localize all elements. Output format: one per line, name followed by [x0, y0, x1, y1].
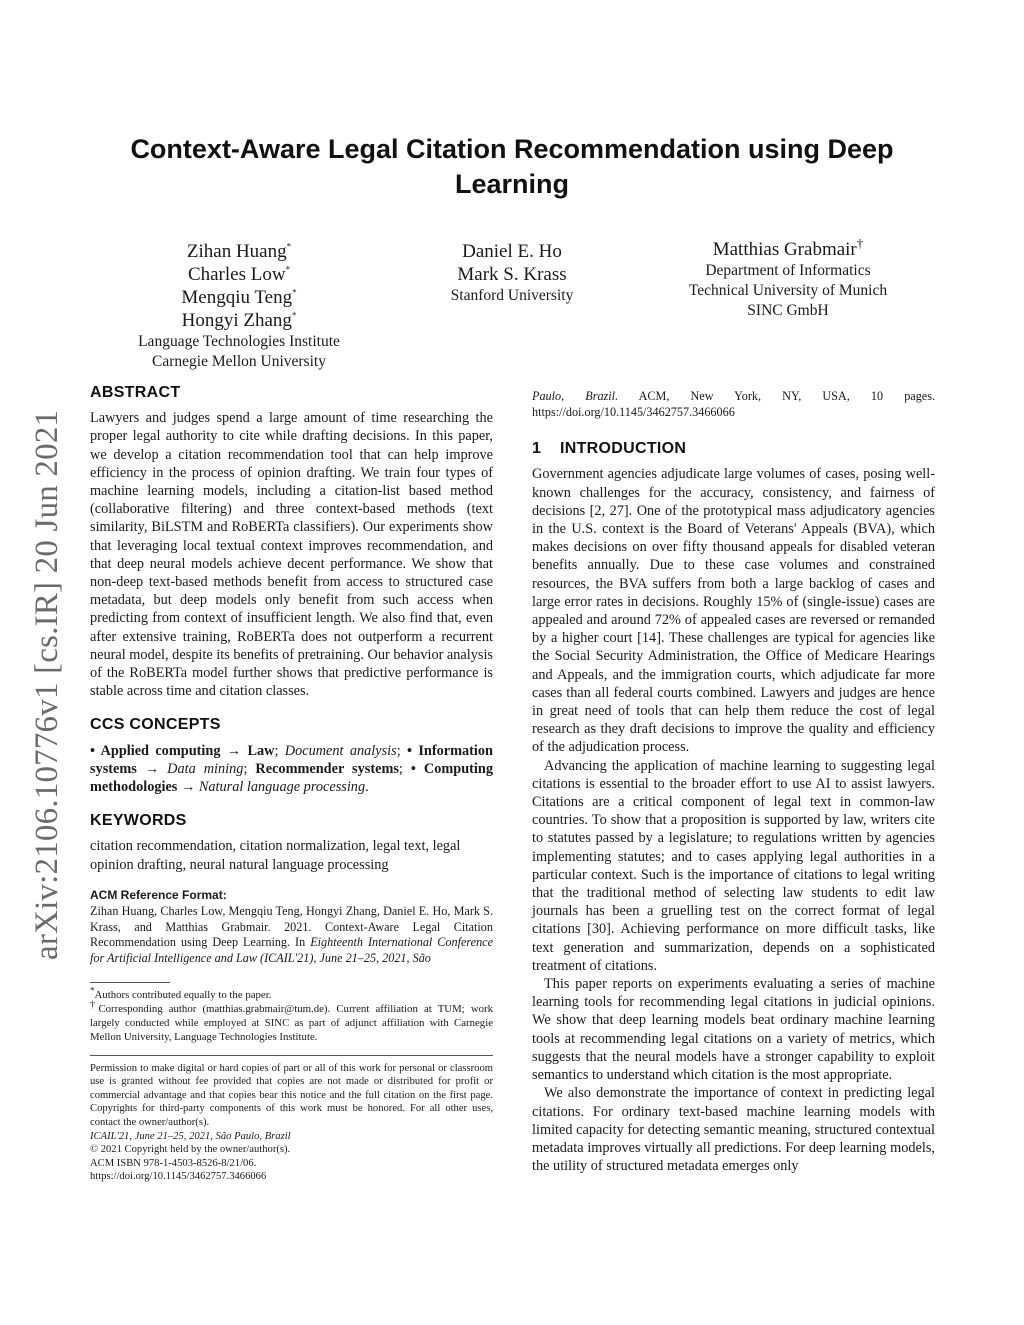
author-name: Matthias Grabmair†	[712, 235, 864, 260]
author-name: Daniel E. Ho	[462, 241, 562, 262]
footnote-1: *Authors contributed equally to the paper.	[90, 985, 272, 1002]
author-name: Hongyi Zhang*	[181, 310, 297, 331]
author-affiliation: Language Technologies Institute	[138, 333, 340, 350]
author-name: Mengqiu Teng*	[181, 287, 297, 308]
right-column	[532, 389, 935, 1175]
isbn-line: ACM ISBN 978-1-4503-8526-8/21/06.	[90, 1157, 257, 1169]
acm-reference-continued: Paulo, Brazil. ACM, New York, NY, USA, 10 pages. https://doi.org/10.1145/3462757.3466066	[532, 389, 935, 419]
author-block-tum	[660, 235, 916, 321]
author-affiliation: Stanford University	[450, 287, 574, 304]
permission-notice: Permission to make digital or hard copies of part or all of this work for personal or classroom use is granted without fee provided that copies are not made or distributed for profit or commercial advantage and that copies bear this notice and the full citation on the first page. Copyrights for third-party components of this work must be honored. For all other uses, contact the owner/author(s).	[90, 1062, 493, 1129]
footnote-rule	[90, 982, 170, 983]
ccs-concepts: • Applied computing → Law; Document analysis; • Information systems → Data mining; Recommender systems; • Computing methodologies → Natural language processing.	[90, 742, 494, 796]
ccs-heading: CCS CONCEPTS	[90, 716, 221, 734]
author-affiliation: Department of Informatics	[705, 262, 871, 279]
paper-title	[90, 132, 934, 202]
acm-reference-text: Zihan Huang, Charles Low, Mengqiu Teng, Hongyi Zhang, Daniel E. Ho, Mark S. Krass, and Matthias Grabmair. 2021. Context-Aware Legal Citation Recommendation using Deep Learning. In Eighteenth International Conference for Artificial Intelligence and Law (ICAIL'21), June 21–25, 2021, São	[90, 904, 494, 965]
abstract-heading: ABSTRACT	[90, 384, 181, 401]
title-line-1: Context-Aware Legal Citation Recommendation using Deep	[130, 134, 894, 164]
intro-paragraph-3: This paper reports on experiments evaluating a series of machine learning tools for recommending legal citations in judicial opinions. We show that deep learning models beat ordinary machine learning tools at recommending legal citations on a variety of metrics, which suggests that the neural models have a stronger capability to exploit semantics to understand which citation is the most appropriate.	[532, 976, 935, 1084]
author-block-stanford	[412, 240, 612, 306]
title-line-2: Learning	[454, 169, 569, 199]
author-block-cmu	[100, 240, 378, 372]
introduction-heading: 1 INTRODUCTION	[532, 440, 687, 458]
permission-rule	[90, 1055, 493, 1056]
intro-paragraph-4: We also demonstrate the importance of context in predicting legal citations. For ordinary text-based machine learning models with limited capacity for detecting semantic meaning, structured contextual metadata improves virtually all predictions. For deep learning models, the utility of structured metadata emerges only	[532, 1085, 935, 1175]
author-name: Mark S. Krass	[457, 264, 567, 285]
intro-paragraph-1: Government agencies adjudicate large volumes of cases, posing well-known challenges for the accuracy, consistency, and fairness of decisions [2, 27]. One of the prototypical mass adjudicatory agencies in the U.S. context is the Board of Veterans' Appeals (BVA), which makes decisions on over fifty thousand appeals for disabled veteran benefits annually. Due to these case volumes and constrained resources, the BVA suffers from both a large backlog of cases and large error rates in decisions. Roughly 15% of (single-issue) cases are appealed and around 72% of appealed cases are reversed or remanded by a higher court [14]. These challenges are typical for agencies like the Social Security Administration, the Office of Medicare Hearings and Appeals, and the immigration courts, which adjudicate far more cases than all federal courts combined. Lawyers and judges are hence in great need of tools that can help them reduce the cost of legal research as they draft decisions to improve the quality and efficiency of the adjudication process.	[532, 466, 935, 756]
acm-reference-heading: ACM Reference Format:	[90, 887, 227, 902]
author-name: Zihan Huang*	[186, 241, 292, 262]
keywords-heading: KEYWORDS	[90, 812, 187, 830]
conference-line: ICAIL'21, June 21–25, 2021, São Paulo, Brazil	[90, 1130, 291, 1142]
keywords-text: citation recommendation, citation normalization, legal text, legal opinion drafting, neural natural language processing	[90, 838, 461, 873]
author-affiliation: Technical University of Munich	[688, 282, 888, 299]
copyright-line: © 2021 Copyright held by the owner/author(s).	[90, 1144, 291, 1156]
author-name: Charles Low*	[187, 264, 291, 285]
left-column	[90, 384, 493, 1184]
arxiv-watermark: arXiv:2106.10776v1 [cs.IR] 20 Jun 2021	[29, 409, 65, 960]
author-affiliation: SINC GmbH	[747, 302, 829, 319]
footnote-2: †Corresponding author (matthias.grabmair@tum.de). Current affiliation at TUM; work largely conducted while employed at SINC as part of adjunct affiliation with Carnegie Mellon University, Language Technologies Institute.	[90, 999, 494, 1043]
intro-paragraph-2: Advancing the application of machine learning to suggesting legal citations is essential to the broader effort to use AI to assist lawyers. Citations are a critical component of legal text in common-law countries. To show that a proposition is supported by law, writers cite to statutes passed by a legislature; to regulations written by agencies implementing statutes; and to cases applying legal authorities in a particular context. Such is the importance of citations to legal writing that the traditional method of selecting law students to edit law journals has been a gruelling test on the correct format of legal citations [30]. Achieving performance on more difficult tasks, like text generation and summarization, depends on a sophisticated treatment of citations.	[532, 757, 935, 974]
author-affiliation: Carnegie Mellon University	[152, 353, 326, 370]
abstract-text: Lawyers and judges spend a large amount of time researching the proper legal authority to cite while drafting decisions. In this paper, we develop a citation recommendation tool that can help improve efficiency in the process of opinion drafting. We train four types of machine learning models, including a citation-list based method (collaborative filtering) and three context-based methods (text similarity, BiLSTM and RoBERTa classifiers). Our experiments show that leveraging local textual context improves recommendation, and that deep neural models achieve decent performance. We show that non-deep text-based methods benefit from access to structured case metadata, but deep models only benefit from such access when predicting from context of insufficient length. We also find that, even after extensive training, RoBERTa does not outperform a recurrent neural model, despite its benefits of pretraining. Our behavior analysis of the RoBERTa model further shows that predictive performance is stable across time and citation classes.	[90, 410, 493, 700]
doi-link[interactable]: https://doi.org/10.1145/3462757.3466066	[90, 1171, 267, 1183]
